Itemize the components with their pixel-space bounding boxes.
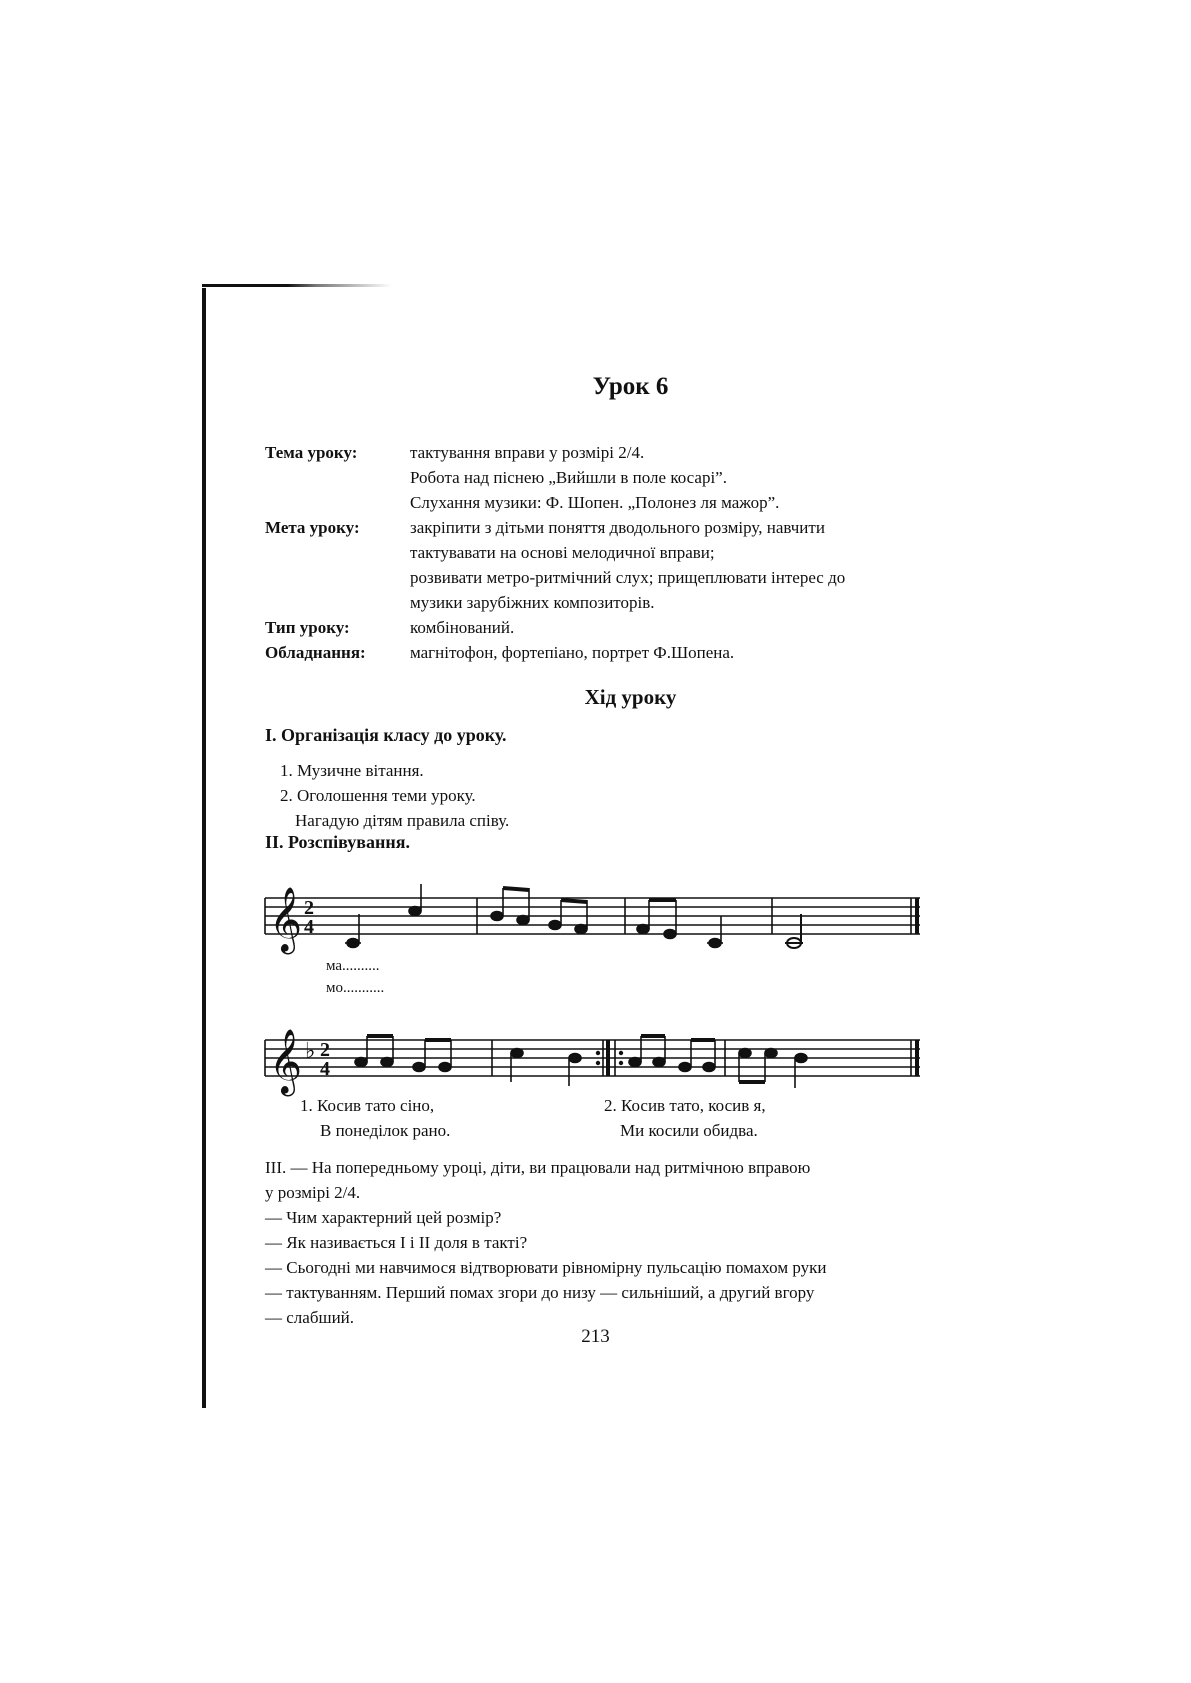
list-note: Нагадую дітям правила співу.	[295, 811, 510, 830]
treble-clef-icon: 𝄞	[269, 1029, 303, 1094]
section-2-title: ІІ. Розспівування.	[265, 832, 410, 852]
syllable-mo: мо...........	[326, 980, 385, 996]
time-sig-bottom: 4	[320, 1058, 330, 1080]
meta-type	[265, 615, 945, 640]
course-heading: Хід уроку	[584, 685, 677, 709]
lyric-line: 1. Косив тато сіно,	[300, 1096, 435, 1115]
time-sig-top: 2	[304, 897, 314, 919]
paragraph-line: — Чим характерний цей розмір?	[265, 1208, 502, 1227]
paragraph-line: — Як називається І і ІІ доля в такті?	[265, 1233, 528, 1252]
lyric-line: 2. Косив тато, косив я,	[604, 1096, 766, 1115]
meta-line: Слухання музики: Ф. Шопен. „Полонез ля мажор”.	[410, 493, 780, 512]
verse-1	[300, 1093, 450, 1143]
paragraph-line: — Сьогодні ми навчимося відтворювати рівномірну пульсацію помахом руки	[265, 1258, 827, 1277]
lyric-line: Ми косили обидва.	[620, 1121, 758, 1140]
lesson-meta	[265, 440, 945, 665]
meta-line: магнітофон, фортепіано, портрет Ф.Шопена.	[410, 643, 735, 662]
meta-line: закріпити з дітьми поняття дводольного розміру, навчити	[410, 518, 825, 537]
meta-line: тактувавати на основі мелодичної вправи;	[410, 543, 715, 562]
scan-top-edge	[202, 284, 392, 287]
meta-label: Тема уроку:	[265, 443, 358, 462]
section-3-text	[265, 1155, 925, 1330]
meta-goal	[265, 515, 945, 615]
paragraph-line: — тактуванням. Перший помах згори до низу — сильніший, а другий вгору	[265, 1283, 815, 1302]
exercise-staff	[265, 878, 925, 968]
meta-equipment	[265, 640, 945, 665]
lyric-line: В понеділок рано.	[320, 1121, 451, 1140]
scan-left-edge	[202, 288, 206, 1408]
paragraph-line: — слабший.	[265, 1308, 355, 1327]
paragraph-line: ІІІ. — На попередньому уроці, діти, ви працювали над ритмічною вправою	[265, 1158, 811, 1177]
list-item: 1. Музичне вітання.	[280, 761, 424, 780]
meta-line: розвивати метро-ритмічний слух; прищеплювати інтерес до	[410, 568, 846, 587]
page-number: 213	[581, 1326, 610, 1347]
meta-topic	[265, 440, 945, 515]
flat-icon: ♭	[305, 1038, 316, 1063]
meta-label: Тип уроку:	[265, 618, 350, 637]
lesson-title: Урок 6	[592, 373, 669, 400]
meta-label: Обладнання:	[265, 643, 366, 662]
meta-line: Робота над піснею „Вийшли в поле косарі”.	[410, 468, 727, 487]
syllable-ma: ма..........	[326, 958, 380, 974]
meta-line: комбінований.	[410, 618, 515, 637]
list-item: 2. Оголошення теми уроку.	[280, 786, 476, 805]
time-sig-bottom: 4	[304, 916, 314, 938]
meta-line: музики зарубіжних композиторів.	[410, 593, 655, 612]
section-1-list	[280, 758, 509, 833]
treble-clef-icon: 𝄞	[269, 887, 303, 952]
time-sig-top: 2	[320, 1039, 330, 1061]
verse-2	[604, 1093, 766, 1143]
meta-line: тактування вправи у розмірі 2/4.	[410, 443, 645, 462]
section-1-title: І. Організація класу до уроку.	[265, 725, 507, 745]
paragraph-line: у розмірі 2/4.	[265, 1183, 361, 1202]
meta-label: Мета уроку:	[265, 518, 360, 537]
